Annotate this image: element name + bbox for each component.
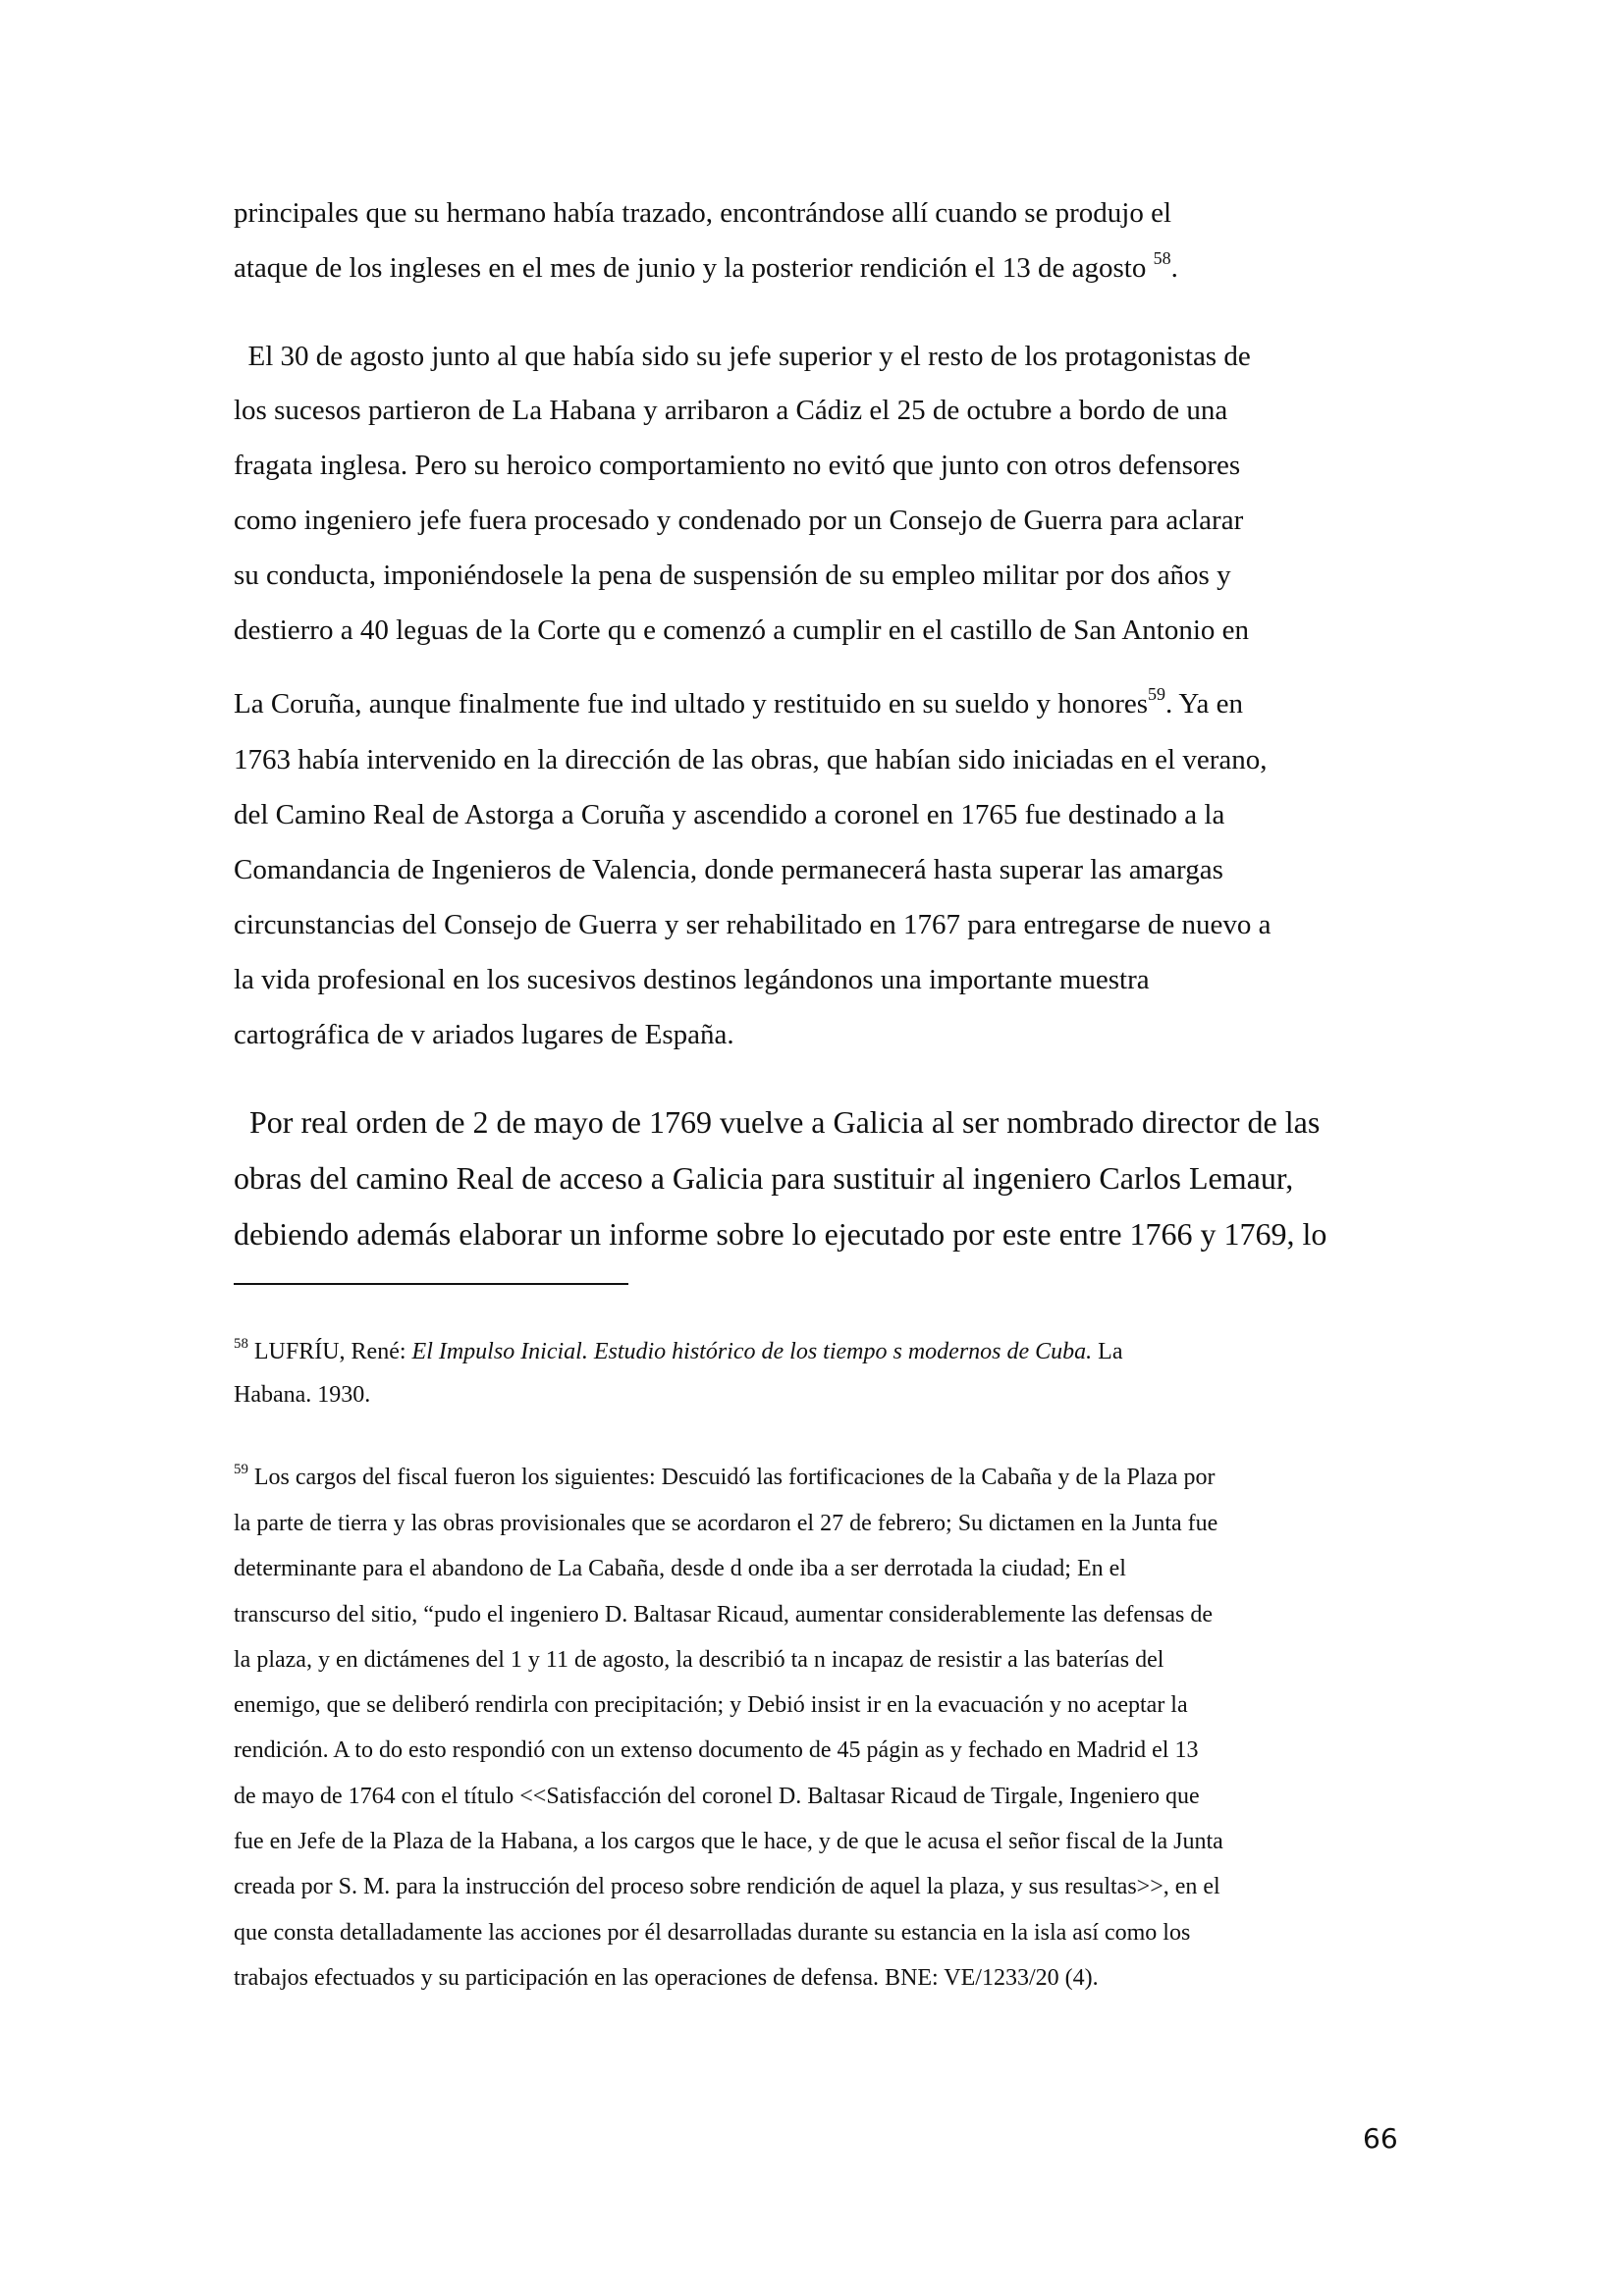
body-paragraph-3-line: debiendo además elaborar un informe sobre lo ejecutado por este entre 1766 y 1769, lo <box>234 1216 1327 1252</box>
body-paragraph-2-line: El 30 de agosto junto al que había sido su jefe superior y el resto de los protagonistas de <box>234 341 1251 372</box>
footnote-59-line: creada por S. M. para la instrucción del proceso sobre rendición de aquel la plaza, y sus resultas>>, en el <box>234 1874 1220 1899</box>
footnote-59-line: fue en Jefe de la Plaza de la Habana, a los cargos que le hace, y de que le acusa el señor fiscal de la Junta <box>234 1829 1223 1854</box>
body-paragraph-2-line <box>234 683 1243 721</box>
page-number: 66 <box>1363 2122 1398 2155</box>
footnote-58-title: El Impulso Inicial. Estudio histórico de los tiempo s modernos de Cuba. <box>411 1339 1093 1364</box>
footnote-ref-59[interactable]: 59 <box>1148 683 1165 704</box>
footnote-59-line: de mayo de 1764 con el título <<Satisfacción del coronel D. Baltasar Ricaud de Tirgale, Ingeniero que <box>234 1784 1200 1809</box>
footnote-59-line <box>234 1463 1215 1492</box>
footnote-ref-58[interactable]: 58 <box>1153 247 1171 268</box>
body-paragraph-2-line: cartográfica de v ariados lugares de España. <box>234 1019 734 1050</box>
text: LUFRÍU, René: <box>247 1339 412 1364</box>
body-paragraph-1-line <box>234 247 1178 285</box>
text: Los cargos del fiscal fueron los siguientes: Descuidó las fortificaciones de la Cabaña y de la Plaza por <box>247 1465 1216 1490</box>
footnote-59-line: transcurso del sitio, “pudo el ingeniero D. Baltasar Ricaud, aumentar considerablemente las defensas de <box>234 1602 1213 1628</box>
footnote-59-line: rendición. A to do esto respondió con un extenso documento de 45 págin as y fechado en Madrid el 13 <box>234 1737 1199 1763</box>
footnote-58-line: Habana. 1930. <box>234 1382 371 1408</box>
footnote-59-line: que consta detalladamente las acciones por él desarrolladas durante su estancia en la isla así como los <box>234 1920 1191 1946</box>
footnote-59-line: la plaza, y en dictámenes del 1 y 11 de agosto, la describió ta n incapaz de resistir a las baterías del <box>234 1647 1164 1673</box>
text: La Coruña, aunque finalmente fue ind ultado y restituido en su sueldo y honores <box>234 688 1149 720</box>
body-paragraph-2-line: fragata inglesa. Pero su heroico comportamiento no evitó que junto con otros defensores <box>234 450 1241 481</box>
body-paragraph-2-line: Comandancia de Ingenieros de Valencia, donde permanecerá hasta superar las amargas <box>234 854 1223 885</box>
body-paragraph-2-line: circunstancias del Consejo de Guerra y ser rehabilitado en 1767 para entregarse de nuevo a <box>234 909 1271 940</box>
body-paragraph-2-line: destierro a 40 leguas de la Corte qu e comenzó a cumplir en el castillo de San Antonio en <box>234 614 1250 646</box>
body-paragraph-2-line: como ingeniero jefe fuera procesado y condenado por un Consejo de Guerra para aclarar <box>234 505 1244 536</box>
text: . <box>1170 252 1178 284</box>
footnote-59-line: trabajos efectuados y su participación en las operaciones de defensa. BNE: VE/1233/20 (4). <box>234 1965 1099 1991</box>
footnote-separator <box>234 1283 628 1285</box>
body-paragraph-2-line: la vida profesional en los sucesivos destinos legándonos una importante muestra <box>234 964 1150 995</box>
footnote-number-58: 58 <box>234 1335 248 1352</box>
body-paragraph-2-line: los sucesos partieron de La Habana y arribaron a Cádiz el 25 de octubre a bordo de una <box>234 395 1228 426</box>
body-paragraph-3-line: obras del camino Real de acceso a Galicia para sustituir al ingeniero Carlos Lemaur, <box>234 1160 1294 1196</box>
footnote-58-line <box>234 1337 1122 1366</box>
footnote-number-59: 59 <box>234 1461 248 1477</box>
text: ataque de los ingleses en el mes de junio y la posterior rendición el 13 de agosto <box>234 252 1154 284</box>
body-paragraph-2-line: 1763 había intervenido en la dirección de las obras, que habían sido iniciadas en el verano, <box>234 744 1268 775</box>
body-paragraph-2-line: su conducta, imponiéndosele la pena de suspensión de su empleo militar por dos años y <box>234 560 1231 591</box>
text: La <box>1092 1339 1123 1364</box>
body-paragraph-1-line: principales que su hermano había trazado, encontrándose allí cuando se produjo el <box>234 197 1172 229</box>
footnote-59-line: la parte de tierra y las obras provisionales que se acordaron el 27 de febrero; Su dictamen en la Junta fue <box>234 1511 1218 1536</box>
footnote-59-line: enemigo, que se deliberó rendirla con precipitación; y Debió insist ir en la evacuación y no aceptar la <box>234 1692 1188 1718</box>
text: . Ya en <box>1164 688 1243 720</box>
body-paragraph-2-line: del Camino Real de Astorga a Coruña y ascendido a coronel en 1765 fue destinado a la <box>234 799 1225 830</box>
body-paragraph-3-line: Por real orden de 2 de mayo de 1769 vuelve a Galicia al ser nombrado director de las <box>234 1104 1321 1140</box>
footnote-59-line: determinante para el abandono de La Cabaña, desde d onde iba a ser derrotada la ciudad; En el <box>234 1556 1126 1581</box>
